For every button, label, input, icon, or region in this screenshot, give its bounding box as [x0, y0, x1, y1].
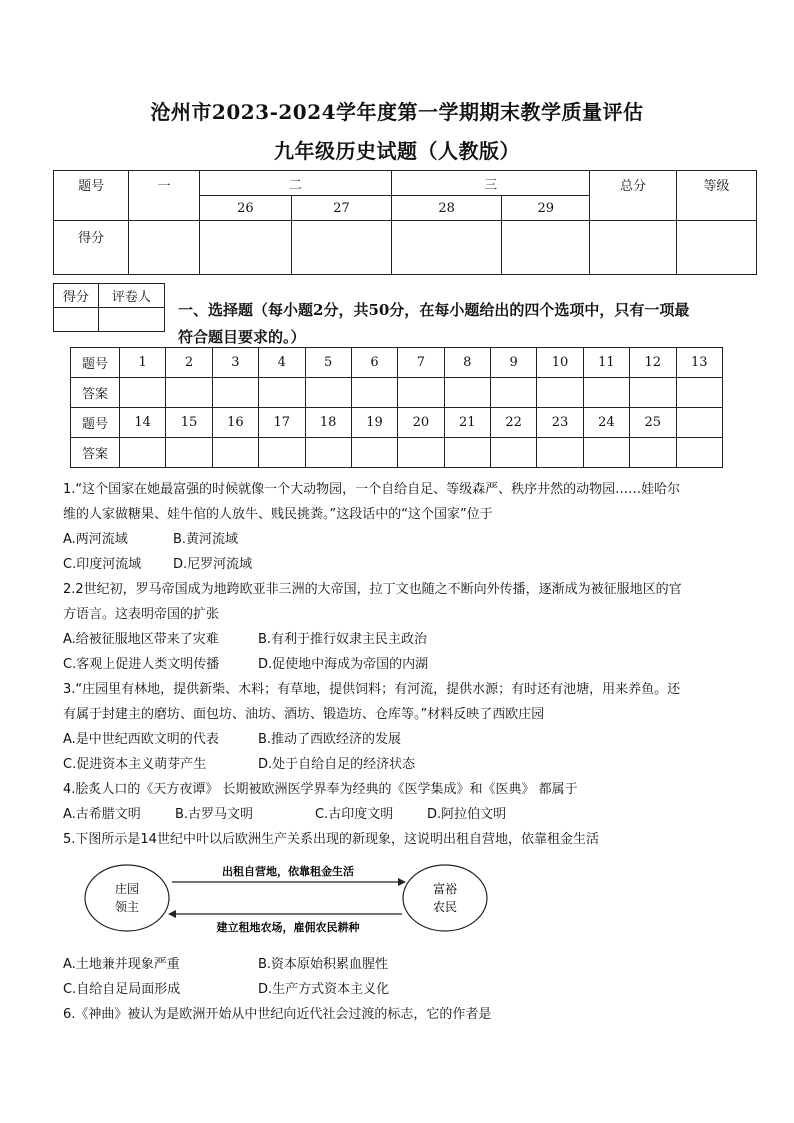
- answer-question-number: 10: [537, 348, 583, 378]
- exam-title: 沧州市2023-2024学年度第一学期期末教学质量评估: [150, 100, 644, 124]
- answer-cell: [120, 378, 166, 408]
- answer-question-number: 2: [166, 348, 212, 378]
- diagram-right-label-1: 富裕: [432, 882, 458, 896]
- answer-cell: [537, 438, 583, 468]
- score-summary-table: [53, 170, 757, 275]
- question-4-option[interactable]: A.古希腊文明: [63, 807, 141, 822]
- question-4-stem: 4.脍炙人口的《天方夜谭》 长期被欧洲医学界奉为经典的《医学集成》和《医典》 都属于: [63, 782, 578, 797]
- score-header-section-two: 二: [199, 171, 391, 196]
- question-5-option[interactable]: C.自给自足局面形成: [63, 982, 181, 997]
- score-cell: [291, 221, 391, 275]
- answer-question-number: 19: [351, 408, 397, 438]
- diagram-left-node: [85, 865, 169, 931]
- score-header-section-three: 三: [392, 171, 590, 196]
- answer-question-number: 15: [166, 408, 212, 438]
- answer-cell: [120, 438, 166, 468]
- answer-cell: [630, 438, 676, 468]
- answer-question-number: 6: [351, 348, 397, 378]
- question-2-options: [63, 652, 743, 677]
- answer-question-number: 9: [491, 348, 537, 378]
- question-1-option[interactable]: A.两河流域: [63, 532, 128, 547]
- answer-question-number: 17: [259, 408, 305, 438]
- score-cell: [199, 221, 291, 275]
- score-cell: [502, 221, 590, 275]
- question-2-stem: 2.2世纪初，罗马帝国成为地跨欧亚非三洲的大帝国，拉丁文也随之不断向外传播，逐渐成为被征服地区的官: [63, 582, 682, 597]
- answer-cell: [305, 438, 351, 468]
- question-3-options: [63, 752, 743, 777]
- grader-name-cell: [98, 308, 164, 332]
- answer-cell: [676, 438, 723, 468]
- question-2-option[interactable]: B.有利于推行奴隶主民主政治: [258, 632, 428, 647]
- question-2-options: [63, 627, 743, 652]
- score-header-tihao: 题号: [54, 171, 129, 221]
- question-3-stem: 有属于封建主的磨坊、面包坊、油坊、酒坊、锻造坊、仓库等。”材料反映了西欧庄园: [63, 707, 545, 722]
- question-5-stem: 5.下图所示是14世纪中叶以后欧洲生产关系出现的新现象，这说明出租自营地，依靠租金生活: [63, 832, 599, 847]
- score-cell: [676, 221, 756, 275]
- score-subheader-28: 28: [392, 196, 502, 221]
- question-3-option[interactable]: C.促进资本主义萌芽产生: [63, 757, 207, 772]
- score-header-section-one: 一: [129, 171, 199, 221]
- score-subheader-26: 26: [199, 196, 291, 221]
- answer-question-number: 22: [491, 408, 537, 438]
- diagram-arrowhead-right: [398, 878, 406, 886]
- answer-question-number: 8: [444, 348, 490, 378]
- answer-cell: [491, 378, 537, 408]
- answer-question-number: 1: [120, 348, 166, 378]
- answer-question-number: 23: [537, 408, 583, 438]
- answer-question-number: 24: [583, 408, 629, 438]
- answer-question-number: 20: [398, 408, 444, 438]
- answer-cell: [166, 438, 212, 468]
- answer-question-number: 16: [212, 408, 258, 438]
- answer-cell: [212, 438, 258, 468]
- answer-cell: [537, 378, 583, 408]
- question-4-option[interactable]: D.阿拉伯文明: [427, 807, 507, 822]
- answer-cell: [166, 378, 212, 408]
- answer-cell: [351, 378, 397, 408]
- section-one-heading-line1: 一、选择题（每小题2分，共50分，在每小题给出的四个选项中，只有一项最: [178, 301, 690, 319]
- answer-cell: [259, 378, 305, 408]
- score-cell: [590, 221, 676, 275]
- diagram-top-label: 出租自营地，依靠租金生活: [222, 865, 354, 878]
- question-4-options: [63, 802, 743, 827]
- question-1-option[interactable]: D.尼罗河流域: [173, 557, 253, 572]
- answer-cell: [212, 378, 258, 408]
- question-6-stem: 6.《神曲》被认为是欧洲开始从中世纪向近代社会过渡的标志，它的作者是: [63, 1007, 492, 1022]
- answer-question-number: 14: [120, 408, 166, 438]
- answer-cell: [676, 378, 723, 408]
- question-3-stem: 3.“庄园里有林地，提供新柴、木料；有草地，提供饲料；有河流，提供水源；有时还有池塘，用来养鱼。还: [63, 682, 681, 697]
- score-header-total: 总分: [590, 171, 676, 221]
- question-5-options: [63, 977, 743, 1002]
- exam-subtitle: 九年级历史试题（人教版）: [274, 139, 520, 163]
- question-1-stem: 维的人家做糖果、娃牛倌的人放牛、贱民挑粪。”这段话中的“这个国家”位于: [63, 507, 493, 522]
- answer-row-label: 题号: [71, 348, 120, 378]
- answer-cell: [583, 438, 629, 468]
- score-header-grade: 等级: [676, 171, 756, 221]
- question-2-option[interactable]: D.促使地中海成为帝国的内湖: [258, 657, 429, 672]
- question-5-option[interactable]: D.生产方式资本主义化: [258, 982, 390, 997]
- grader-score-label: 得分: [54, 284, 99, 308]
- question-1-options: [63, 552, 743, 577]
- score-subheader-27: 27: [291, 196, 391, 221]
- answer-cell: [491, 438, 537, 468]
- answer-cell: [583, 378, 629, 408]
- answer-question-number: 4: [259, 348, 305, 378]
- grader-table: [53, 283, 165, 332]
- diagram-right-label-2: 农民: [432, 900, 458, 914]
- answer-question-number: 5: [305, 348, 351, 378]
- grader-name-label: 评卷人: [98, 284, 164, 308]
- question-1-option[interactable]: B.黄河流域: [173, 532, 239, 547]
- answer-question-number: 3: [212, 348, 258, 378]
- score-cell: [392, 221, 502, 275]
- answer-question-number: 12: [630, 348, 676, 378]
- question-4-option[interactable]: B.古罗马文明: [175, 807, 254, 822]
- answer-cell: [398, 438, 444, 468]
- answer-cell: [444, 438, 490, 468]
- section-one-heading-line2: 符合题目要求的。）: [178, 328, 306, 346]
- question-2-option[interactable]: A.给被征服地区带来了灾难: [63, 632, 219, 647]
- answer-cell: [351, 438, 397, 468]
- score-subheader-29: 29: [502, 196, 590, 221]
- answer-question-number: 25: [630, 408, 676, 438]
- answer-empty-cell: [676, 408, 723, 438]
- question-1-option[interactable]: C.印度河流域: [63, 557, 142, 572]
- diagram-right-node: [403, 865, 487, 931]
- question-3-option[interactable]: B.推动了西欧经济的发展: [258, 732, 402, 747]
- tenancy-diagram: [80, 856, 505, 940]
- grader-score-cell: [54, 308, 99, 332]
- question-2-option[interactable]: C.客观上促进人类文明传播: [63, 657, 220, 672]
- question-5-options: [63, 952, 743, 977]
- answer-row-label: 答案: [71, 378, 120, 408]
- question-3-option[interactable]: D.处于自给自足的经济状态: [258, 757, 416, 772]
- answer-question-number: 11: [583, 348, 629, 378]
- score-row-label: 得分: [54, 221, 129, 275]
- answer-row-label: 答案: [71, 438, 120, 468]
- answer-question-number: 18: [305, 408, 351, 438]
- question-3-options: [63, 727, 743, 752]
- answer-cell: [630, 378, 676, 408]
- answer-cell: [305, 378, 351, 408]
- diagram-arrowhead-left: [168, 910, 176, 918]
- answer-sheet-table: [70, 347, 723, 468]
- question-2-stem: 方语言。这表明帝国的扩张: [63, 607, 220, 622]
- question-3-option[interactable]: A.是中世纪西欧文明的代表: [63, 732, 219, 747]
- question-1-options: [63, 527, 743, 552]
- answer-cell: [398, 378, 444, 408]
- answer-cell: [259, 438, 305, 468]
- question-1-stem: 1.“这个国家在她最富强的时候就像一个大动物园，一个自给自足、等级森严、秩序井然的动物园……娃哈尔: [63, 482, 681, 497]
- answer-cell: [444, 378, 490, 408]
- question-5-option[interactable]: A.土地兼并现象严重: [63, 957, 180, 972]
- diagram-left-label-1: 庄园: [114, 882, 140, 896]
- question-5-option[interactable]: B.资本原始积累血腥性: [258, 957, 389, 972]
- answer-question-number: 13: [676, 348, 723, 378]
- diagram-bottom-label: 建立租地农场，雇佣农民耕种: [216, 921, 360, 934]
- score-cell: [129, 221, 199, 275]
- section-one-heading: [178, 297, 748, 351]
- question-4-option[interactable]: C.古印度文明: [315, 807, 394, 822]
- answer-question-number: 7: [398, 348, 444, 378]
- diagram-left-label-2: 领主: [114, 900, 140, 914]
- answer-question-number: 21: [444, 408, 490, 438]
- answer-row-label: 题号: [71, 408, 120, 438]
